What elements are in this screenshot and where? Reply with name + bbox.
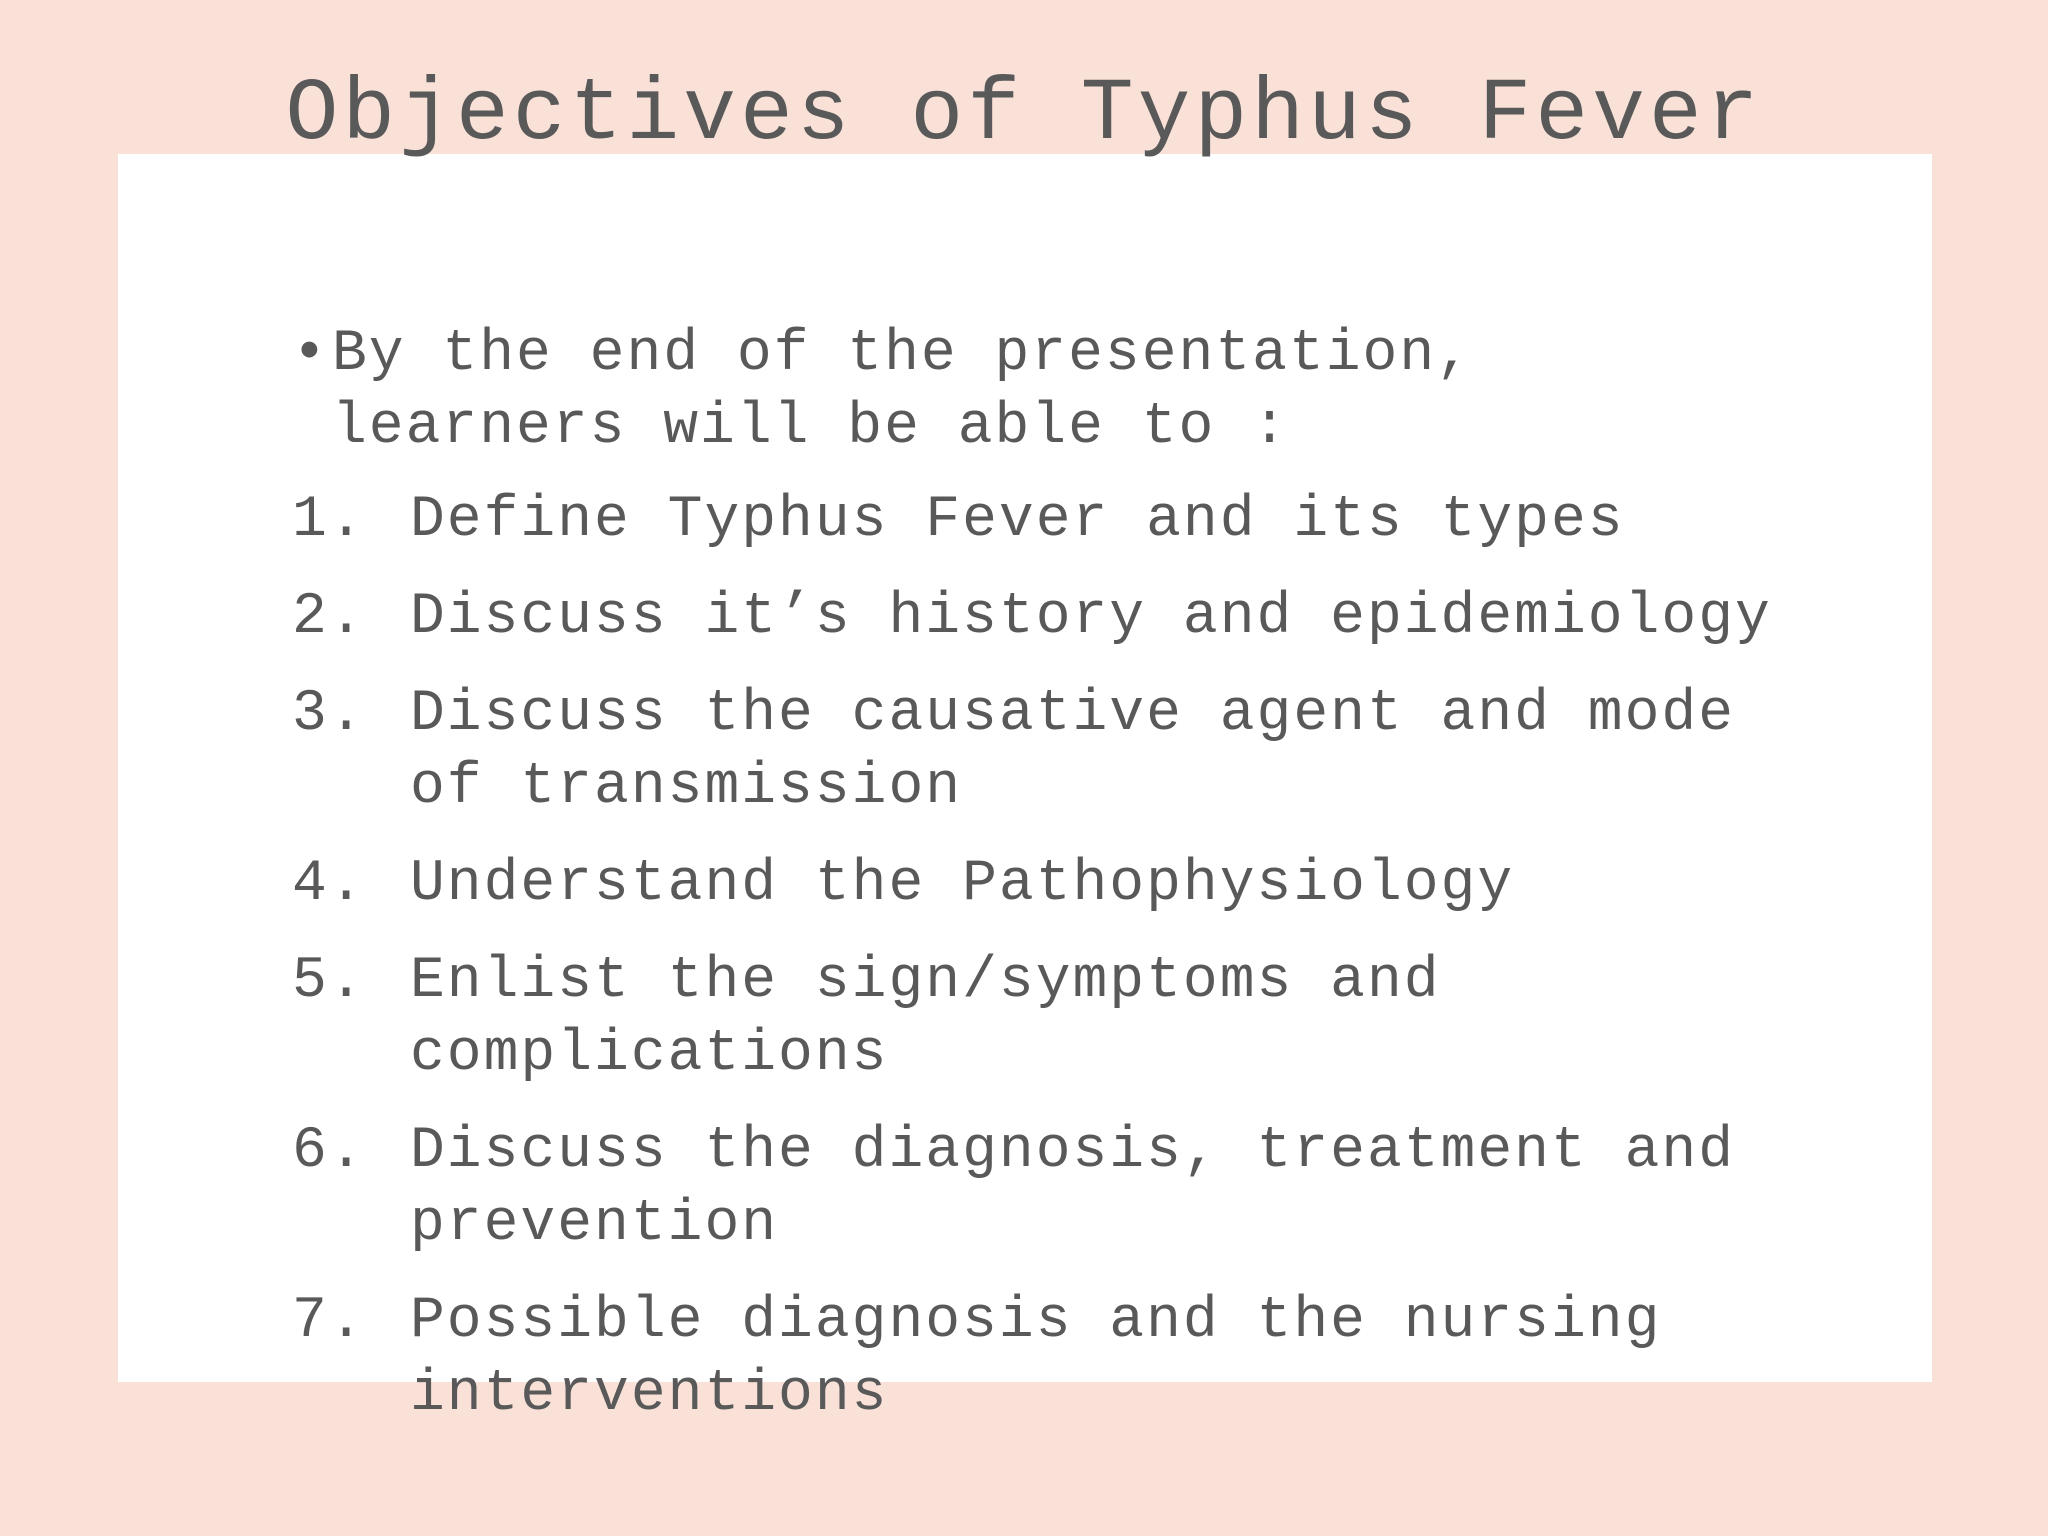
objective-text: Discuss it’s history and epidemiology [410, 585, 1772, 650]
slide-title: Objectives of Typhus Fever [285, 66, 1763, 165]
objective-number: 5. [292, 949, 366, 1014]
objective-item [288, 945, 1788, 1091]
objective-text: Enlist the sign/symptoms and complications [410, 949, 1441, 1087]
objective-number: 2. [292, 585, 366, 650]
objective-number: 1. [292, 488, 366, 553]
objective-text: Define Typhus Fever and its types [410, 488, 1625, 553]
intro-text: By the end of the presentation, learners will be able to : [332, 322, 1473, 460]
objective-number: 4. [292, 852, 366, 917]
objective-text: Discuss the diagnosis, treatment and prevention [410, 1119, 1736, 1257]
objective-number: 3. [292, 682, 366, 747]
objective-text: Discuss the causative agent and mode of transmission [410, 682, 1736, 820]
objective-text: Possible diagnosis and the nursing interventions [410, 1289, 1662, 1427]
objective-item [288, 484, 1788, 557]
objective-number: 7. [292, 1289, 366, 1354]
objective-item [288, 848, 1788, 921]
objectives-list [288, 484, 1788, 1431]
objective-item [288, 581, 1788, 654]
objective-item [288, 1115, 1788, 1261]
objective-item [288, 1285, 1788, 1431]
objective-number: 6. [292, 1119, 366, 1184]
slide-body [288, 318, 1788, 1455]
intro-paragraph [288, 318, 1788, 464]
objective-text: Understand the Pathophysiology [410, 852, 1515, 917]
objective-item [288, 678, 1788, 824]
bullet-icon: • [292, 322, 329, 387]
